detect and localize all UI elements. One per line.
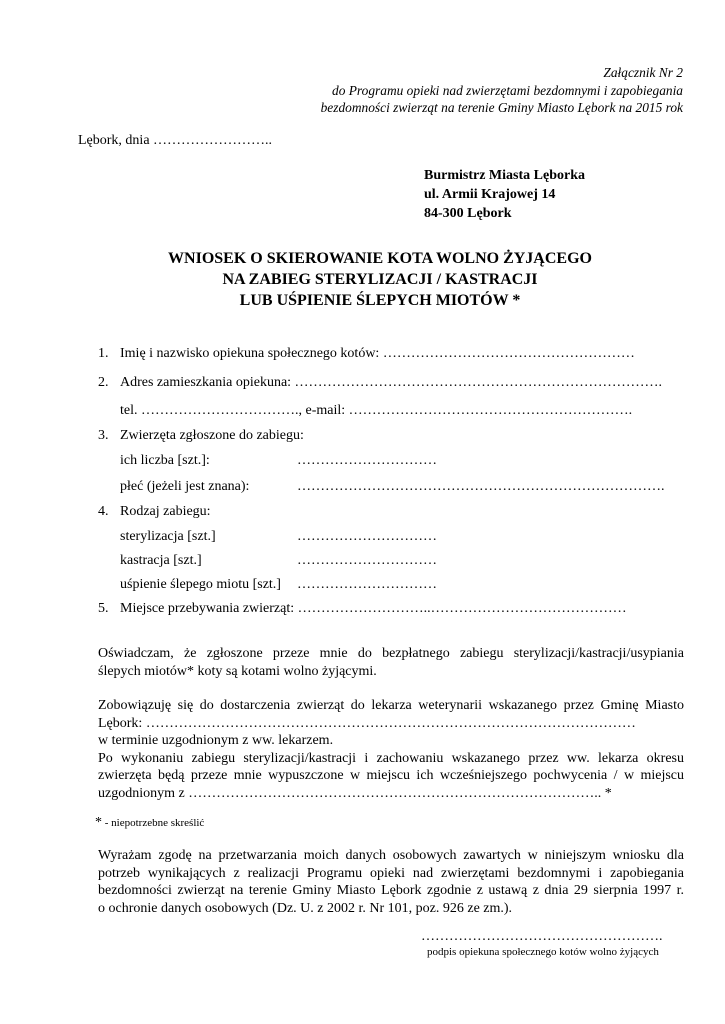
- recipient-city: 84-300 Lębork: [424, 206, 512, 221]
- item-4-castration-label: kastracja [szt.]: [120, 553, 202, 568]
- item-4-sterilization-label: sterylizacja [szt.]: [120, 529, 216, 544]
- annex-header: [321, 64, 683, 117]
- annex-program-line-2: bezdomności zwierząt na terenie Gminy Miasto Lębork na 2015 rok: [320, 100, 683, 115]
- signature-field: …………………………………………….: [421, 929, 663, 944]
- item-4-castration-field: …………………………: [297, 553, 437, 568]
- recipient-name: Burmistrz Miasta Lęborka: [424, 168, 585, 183]
- item-4-euthanasia-label: uśpienie ślepego miotu [szt.]: [120, 577, 281, 592]
- declaration-line: Oświadczam, że zgłoszone przeze mnie do bezpłatnego zabiegu sterylizacji/kastracji/usypiania: [98, 646, 684, 661]
- title-line-2: NA ZABIEG STERYLIZACJI / KASTRACJI: [222, 271, 538, 288]
- obligation-line: uzgodnionym z …………………………………………………………………………….. *: [98, 785, 612, 801]
- consent-line: potrzeb wynikających z realizacji Programu opieki nad zwierzętami bezdomnymi i zapobiegania: [98, 865, 684, 881]
- obligation-line: Po wykonaniu zabiegu sterylizacji/kastracji i zachowaniu wskazanego przez ww. lekarza okresu: [98, 750, 684, 766]
- footnote-asterisk: *: [95, 815, 102, 830]
- obligation-line: zwierzęta będą przeze mnie wypuszczone w miejscu ich wcześniejszego pochwycenia / w miejscu: [98, 768, 684, 783]
- document-title: [0, 248, 725, 311]
- obligation-line: Zobowiązuję się do dostarczenia zwierząt do lekarza weterynarii wskazanego przez Gminę Miasto: [98, 698, 684, 713]
- item-4-sterilization-field: …………………………: [297, 529, 437, 544]
- item-2-address: Adres zamieszkania opiekuna: …………………………………………………………………….: [120, 375, 663, 390]
- item-3-count-label: ich liczba [szt.]:: [120, 453, 210, 468]
- item-4-label: Rodzaj zabiegu:: [120, 504, 211, 519]
- item-3-number: 3.: [98, 428, 109, 443]
- item-5-number: 5.: [98, 601, 109, 616]
- item-3-count-field: …………………………: [297, 453, 437, 468]
- item-5-location: Miejsce przebywania zwierząt: ………………………..……………………………………: [120, 601, 627, 616]
- item-3-sex-field: …………………………………………………………………….: [297, 479, 665, 494]
- item-3-label: Zwierzęta zgłoszone do zabiegu:: [120, 428, 304, 443]
- title-line-3: LUB UŚPIENIE ŚLEPYCH MIOTÓW *: [239, 292, 521, 309]
- item-4-euthanasia-field: …………………………: [297, 577, 437, 592]
- consent-line: Wyrażam zgodę na przetwarzania moich danych osobowych zawartych w niniejszym wniosku dla: [98, 848, 684, 863]
- signature-label: podpis opiekuna społecznego kotów wolno żyjących: [427, 946, 659, 958]
- annex-number: Załącznik Nr 2: [603, 65, 683, 80]
- declaration-paragraph: [98, 645, 684, 680]
- consent-line: bezdomności zwierząt na terenie Gminy Miasto Lębork zgodnie z ustawą z dnia 29 sierpnia 1997 r.: [98, 883, 684, 898]
- item-2-phone-email: tel. ……………………………., e-mail: …………………………………………………….: [120, 403, 633, 418]
- consent-line: o ochronie danych osobowych (Dz. U. z 2002 r. Nr 101, poz. 926 ze zm.).: [98, 900, 513, 916]
- item-4-number: 4.: [98, 504, 109, 519]
- annex-program-line: do Programu opieki nad zwierzętami bezdomnymi i zapobiegania: [332, 82, 683, 98]
- place-date: Lębork, dnia ……………………..: [78, 133, 273, 148]
- title-line-1: WNIOSEK O SKIEROWANIE KOTA WOLNO ŻYJĄCEGO: [168, 250, 592, 267]
- footnote-text: - niepotrzebne skreślić: [102, 817, 205, 829]
- obligation-paragraph: [98, 697, 684, 802]
- item-3-sex-label: płeć (jeżeli jest znana):: [120, 479, 250, 494]
- obligation-line: Lębork: ……………………………………………………………………………………………: [98, 715, 636, 731]
- consent-paragraph: [98, 847, 684, 917]
- recipient-address: [424, 166, 585, 223]
- item-1-guardian-name: Imię i nazwisko opiekuna społecznego kotów: ………………………………………………: [120, 346, 635, 361]
- item-2-number: 2.: [98, 375, 109, 390]
- recipient-street: ul. Armii Krajowej 14: [424, 187, 556, 202]
- footnote: [95, 815, 204, 831]
- item-1-number: 1.: [98, 346, 109, 361]
- obligation-line: w terminie uzgodnionym z ww. lekarzem.: [98, 733, 334, 748]
- declaration-line: ślepych miotów* koty są kotami wolno żyjącymi.: [98, 663, 377, 679]
